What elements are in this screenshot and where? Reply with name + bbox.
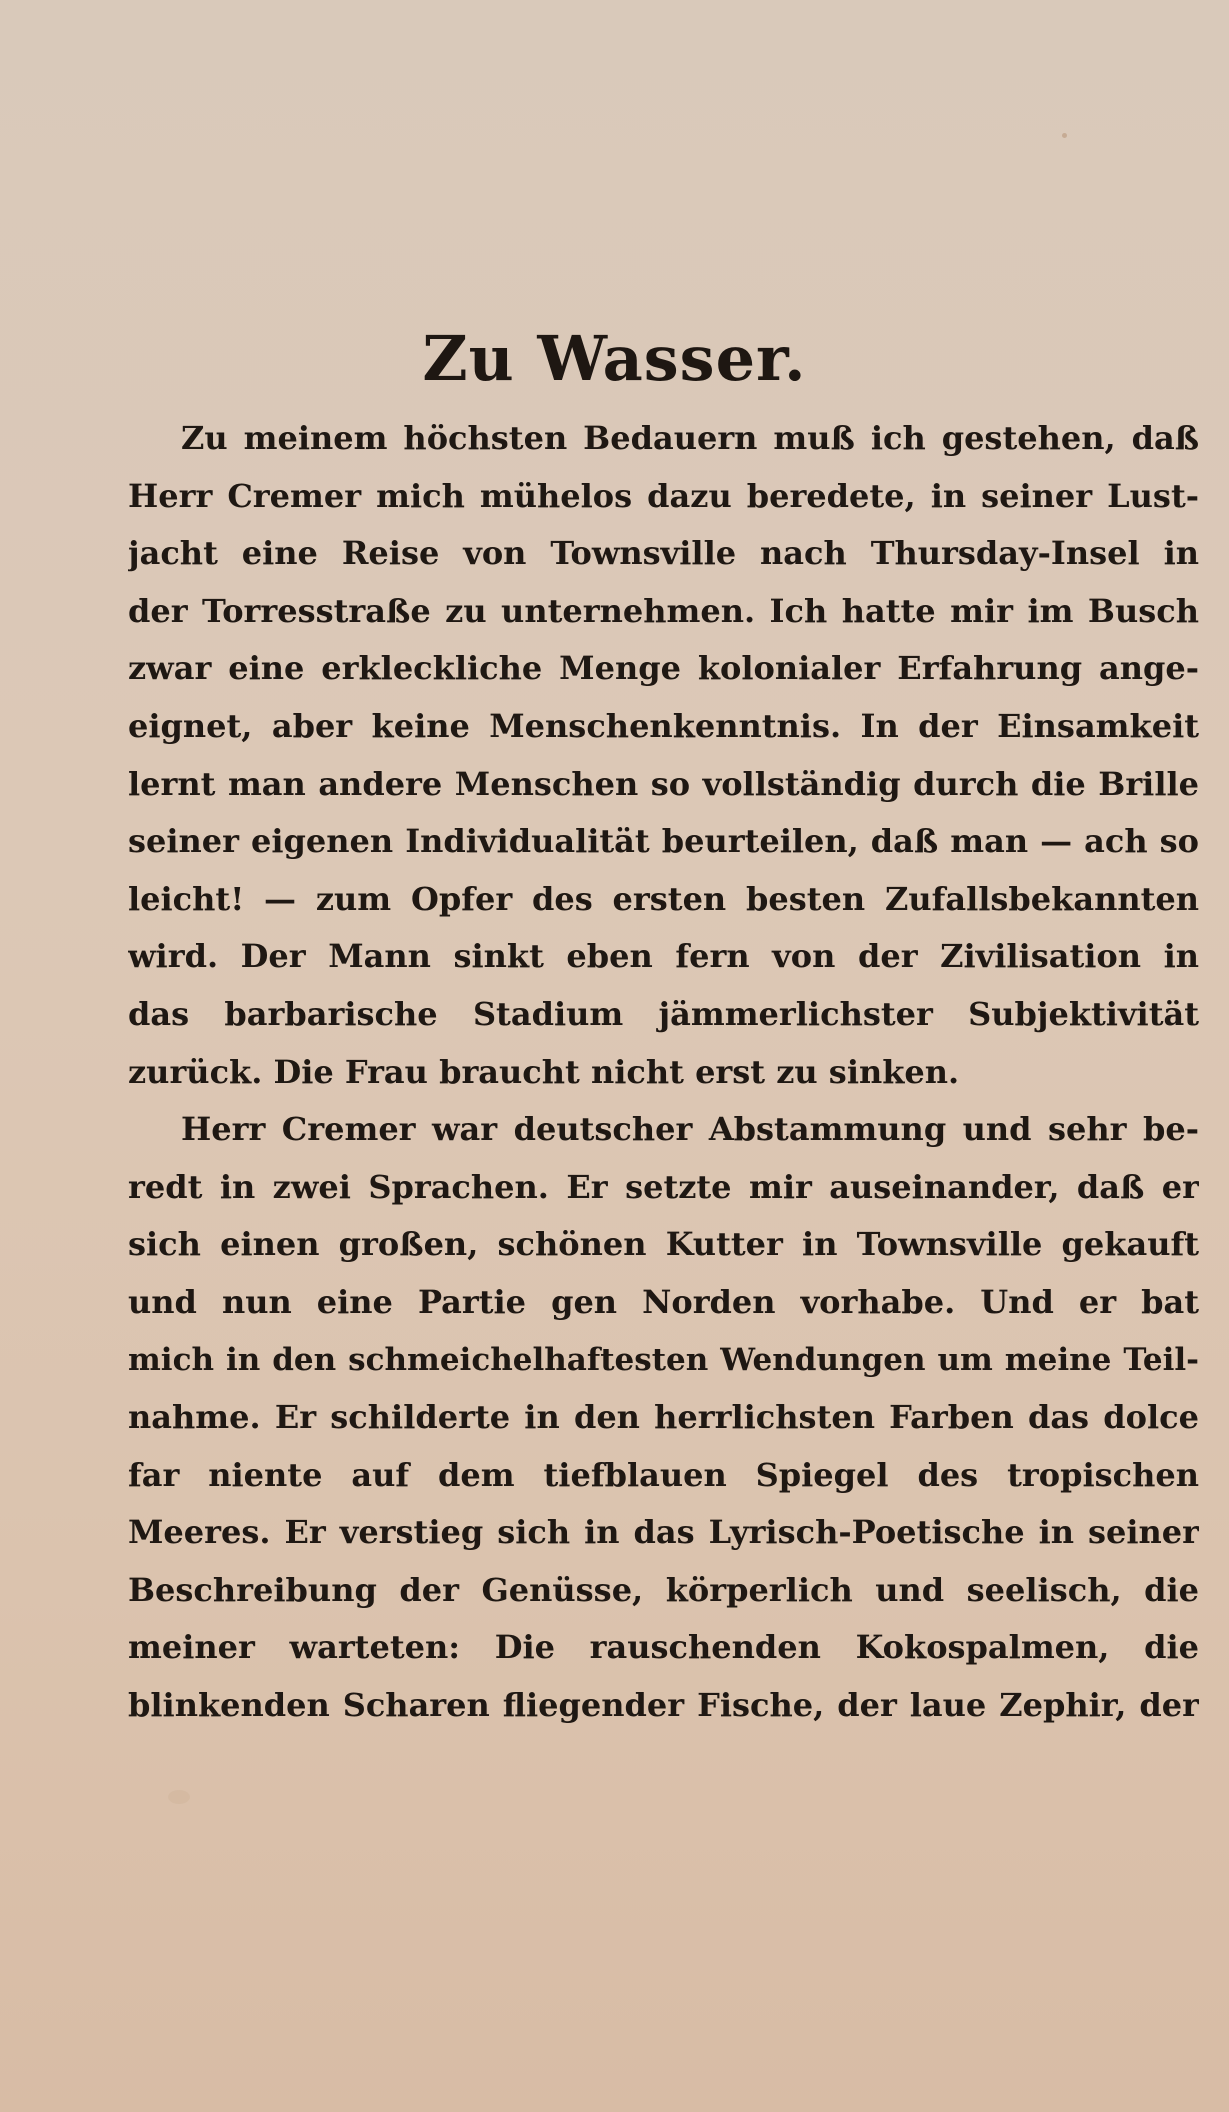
text-line: sich einen großen, schönen Kutter in Townsville gekauft <box>128 1225 1199 1264</box>
chapter-title: Zu Wasser. <box>422 321 807 395</box>
text-line: nahme. Er schilderte in den herrlichsten Farben das dolce <box>128 1398 1199 1437</box>
paper-speck <box>1062 133 1067 138</box>
paper-speck <box>168 1790 190 1804</box>
body-text <box>128 410 1199 1735</box>
text-line: blinkenden Scharen fliegender Fische, der laue Zephir, der <box>128 1686 1199 1725</box>
text-line: jacht eine Reise von Townsville nach Thursday-Insel in <box>128 534 1199 573</box>
text-line: das barbarische Stadium jämmerlichster Subjektivität <box>128 994 1199 1033</box>
text-line: zwar eine erkleckliche Menge kolonialer Erfahrung ange- <box>128 649 1199 688</box>
text-line: wird. Der Mann sinkt eben fern von der Zivilisation in <box>128 937 1199 976</box>
text-line: Beschreibung der Genüsse, körperlich und seelisch, die <box>128 1570 1199 1609</box>
text-line: mich in den schmeichelhaftesten Wendungen um meine Teil- <box>128 1341 1199 1378</box>
text-line: leicht! — zum Opfer des ersten besten Zufallsbekannten <box>128 879 1199 918</box>
text-line: far niente auf dem tiefblauen Spiegel des tropischen <box>128 1455 1199 1494</box>
text-line: lernt man andere Menschen so vollständig durch die Brille <box>128 764 1199 803</box>
text-line: Zu meinem höchsten Bedauern muß ich gestehen, daß <box>181 419 1199 457</box>
text-line: eignet, aber keine Menschenkenntnis. In der Einsamkeit <box>128 706 1199 745</box>
text-line: meiner warteten: Die rauschenden Kokospalmen, die <box>128 1628 1199 1667</box>
text-line: redt in zwei Sprachen. Er setzte mir auseinander, daß er <box>128 1167 1199 1206</box>
text-line: Meeres. Er verstieg sich in das Lyrisch-Poetische in seiner <box>128 1513 1199 1552</box>
text-line: zurück. Die Frau braucht nicht erst zu sinken. <box>128 1052 960 1091</box>
text-line: der Torresstraße zu unternehmen. Ich hatte mir im Busch <box>128 591 1199 630</box>
text-line: Herr Cremer war deutscher Abstammung und sehr be- <box>181 1110 1199 1149</box>
text-line: und nun eine Partie gen Norden vorhabe. Und er bat <box>128 1282 1199 1321</box>
text-line: Herr Cremer mich mühelos dazu beredete, in seiner Lust- <box>128 476 1199 515</box>
text-line: seiner eigenen Individualität beurteilen, daß man — ach so <box>128 822 1199 861</box>
